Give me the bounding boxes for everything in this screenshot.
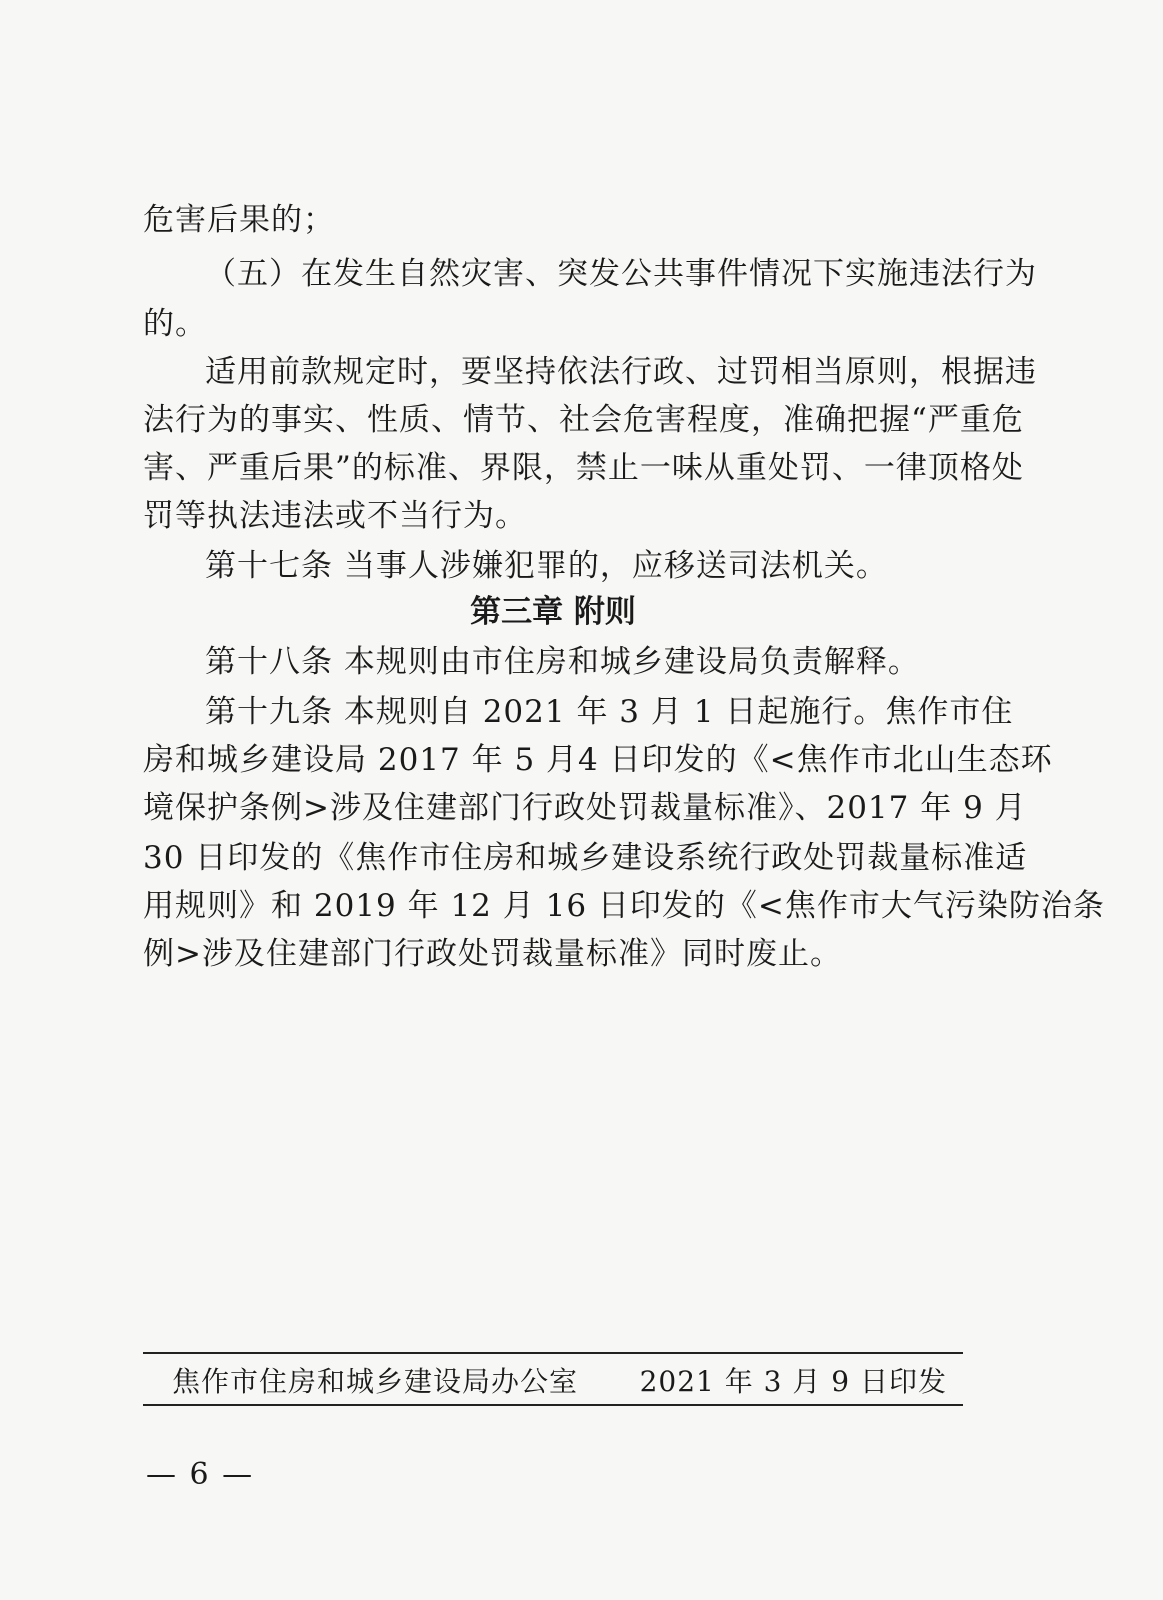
page-number: — 6 — <box>146 1457 255 1492</box>
text-line: （五）在发生自然灾害、突发公共事件情况下实施违法行为 <box>205 256 1037 292</box>
text-line: 罚等执法违法或不当行为。 <box>143 498 527 534</box>
article-18: 第十八条 本规则由市住房和城乡建设局负责解释。 <box>205 644 920 680</box>
text-line: 境保护条例>涉及住建部门行政处罚裁量标准》、2017 年 9 月 <box>143 790 1027 826</box>
text-line: 适用前款规定时，要坚持依法行政、过罚相当原则，根据违 <box>205 354 1037 390</box>
footer-bottom-rule <box>143 1404 963 1406</box>
text-line: 30 日印发的《焦作市住房和城乡建设系统行政处罚裁量标准适 <box>143 840 1028 876</box>
text-line: 害、严重后果”的标准、界限，禁止一味从重处罚、一律顶格处 <box>143 450 1024 486</box>
chapter-title: 第三章 附则 <box>470 594 636 630</box>
footer-top-rule <box>143 1352 963 1354</box>
footer-issuer: 焦作市住房和城乡建设局办公室 <box>172 1365 579 1398</box>
text-line: 用规则》和 2019 年 12 月 16 日印发的《<焦作市大气污染防治条 <box>143 888 1105 924</box>
article-17: 第十七条 当事人涉嫌犯罪的，应移送司法机关。 <box>205 548 888 584</box>
article-19: 第十九条 本规则自 2021 年 3 月 1 日起施行。焦作市住 <box>205 694 1014 730</box>
text-line: 房和城乡建设局 2017 年 5 月4 日印发的《<焦作市北山生态环 <box>143 742 1053 778</box>
text-line: 的。 <box>143 306 207 342</box>
text-line: 法行为的事实、性质、情节、社会危害程度，准确把握“严重危 <box>143 402 1024 438</box>
footer-date: 2021 年 3 月 9 日印发 <box>639 1365 947 1398</box>
text-line: 危害后果的； <box>143 202 335 238</box>
text-line: 例>涉及住建部门行政处罚裁量标准》同时废止。 <box>143 936 842 972</box>
